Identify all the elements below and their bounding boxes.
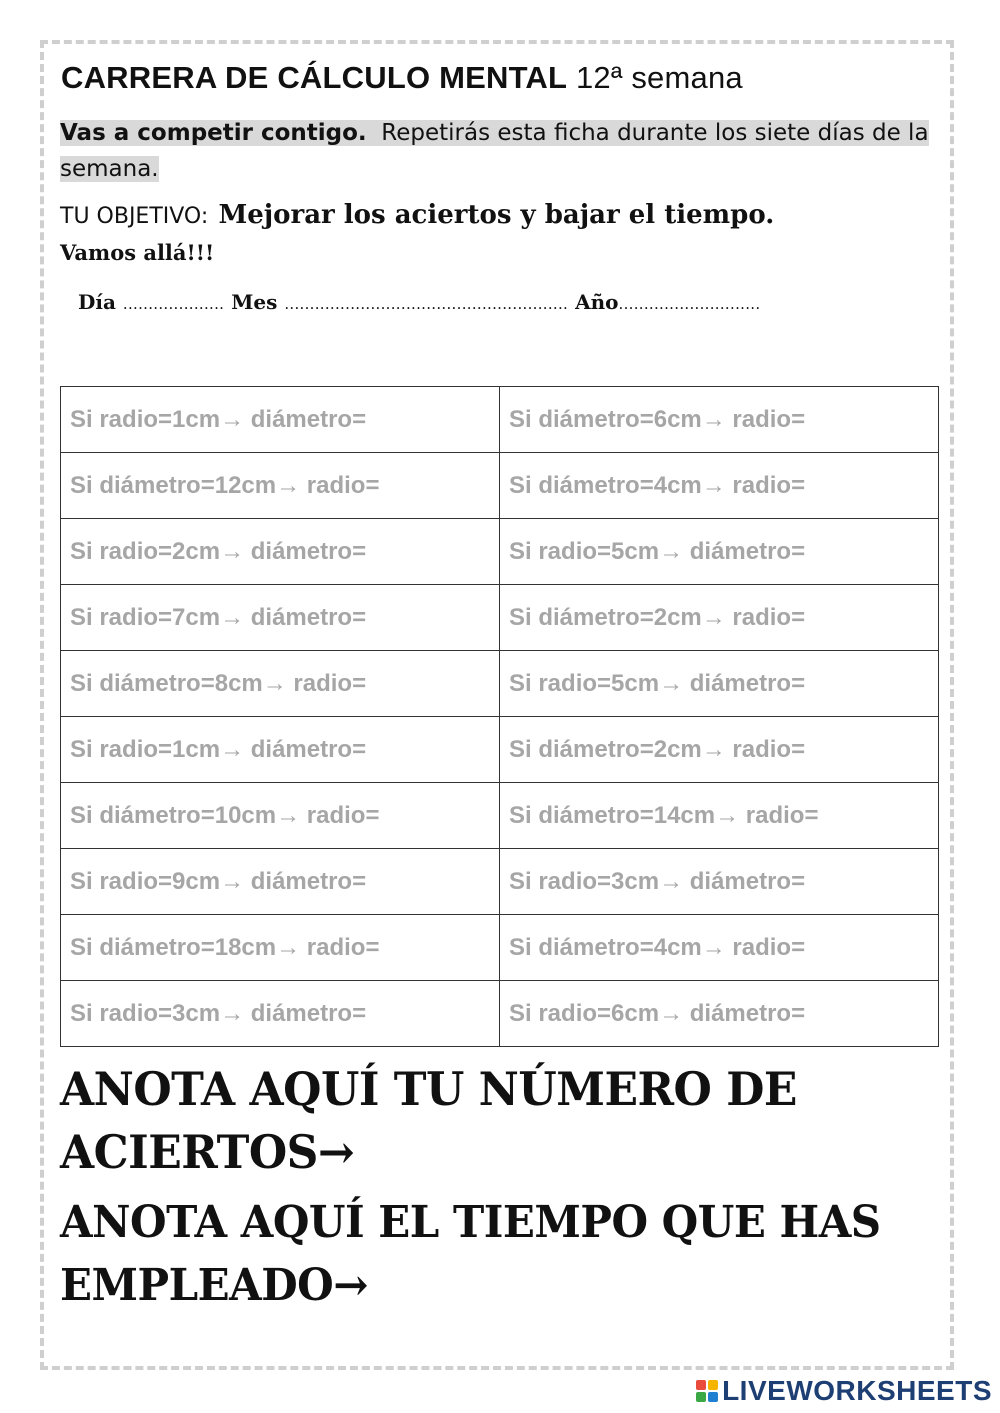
exercise-cell[interactable]: Si radio=7cm→ diámetro= [61,585,500,651]
exercise-cell[interactable]: Si radio=5cm→ diámetro= [500,519,939,585]
exercise-cell[interactable]: Si diámetro=2cm→ radio= [500,585,939,651]
year-label: Año [575,290,619,314]
intro-text [60,115,940,187]
month-label: Mes [231,290,278,314]
objective-goal: Mejorar los aciertos y bajar el tiempo. [218,200,775,230]
logo-square [696,1392,706,1402]
date-line [78,290,938,314]
table-row [61,651,939,717]
exercise-cell[interactable]: Si radio=1cm→ diámetro= [61,717,500,783]
exercise-cell[interactable]: Si diámetro=12cm→ radio= [61,453,500,519]
page-title [61,60,743,96]
tiempo-prompt: ANOTA AQUÍ EL TIEMPO QUE HAS EMPLEADO→ [60,1196,881,1311]
exercise-cell[interactable]: Si radio=2cm→ diámetro= [61,519,500,585]
exercise-cell[interactable]: Si radio=9cm→ diámetro= [61,849,500,915]
exercise-table [60,386,939,1047]
exercise-cell[interactable]: Si diámetro=6cm→ radio= [500,387,939,453]
table-row [61,981,939,1047]
table-row [61,519,939,585]
exercise-cell[interactable]: Si diámetro=10cm→ radio= [61,783,500,849]
cheer-text: Vamos allá!!! [60,240,215,265]
exercise-cell[interactable]: Si radio=3cm→ diámetro= [61,981,500,1047]
exercise-cell[interactable]: Si radio=5cm→ diámetro= [500,651,939,717]
logo-text: LIVEWORKSHEETS [722,1375,992,1406]
day-field[interactable]: .................... [122,295,225,313]
liveworksheets-logo [696,1375,992,1407]
objective-line [60,200,960,230]
table-row [61,915,939,981]
table-row [61,849,939,915]
year-field[interactable]: ............................ [618,295,761,313]
table-row [61,387,939,453]
logo-square [708,1380,718,1390]
table-row [61,453,939,519]
table-row [61,717,939,783]
logo-square [696,1380,706,1390]
aciertos-prompt: ANOTA AQUÍ TU NÚMERO DE ACIERTOS→ [60,1063,797,1180]
objective-label: TU OBJETIVO: [60,204,209,229]
title-main: CARRERA DE CÁLCULO MENTAL [61,60,568,95]
title-week: 12ª semana [575,60,743,95]
table-row [61,585,939,651]
day-label: Día [78,290,116,314]
exercise-cell[interactable]: Si diámetro=4cm→ radio= [500,915,939,981]
exercise-cell[interactable]: Si radio=3cm→ diámetro= [500,849,939,915]
exercise-cell[interactable]: Si radio=1cm→ diámetro= [61,387,500,453]
exercise-cell[interactable]: Si diámetro=2cm→ radio= [500,717,939,783]
logo-square [708,1392,718,1402]
logo-mark-icon [696,1380,718,1402]
exercise-cell[interactable]: Si diámetro=8cm→ radio= [61,651,500,717]
intro-bold: Vas a competir contigo. [60,120,367,146]
exercise-cell[interactable]: Si diámetro=14cm→ radio= [500,783,939,849]
exercise-cell[interactable]: Si radio=6cm→ diámetro= [500,981,939,1047]
intro-rest: Repetirás esta ficha durante los siete días de la semana. [60,120,929,182]
month-field[interactable]: ........................................................ [284,295,569,313]
table-row [61,783,939,849]
exercise-cell[interactable]: Si diámetro=4cm→ radio= [500,453,939,519]
intro-highlight [60,120,929,182]
exercise-cell[interactable]: Si diámetro=18cm→ radio= [61,915,500,981]
